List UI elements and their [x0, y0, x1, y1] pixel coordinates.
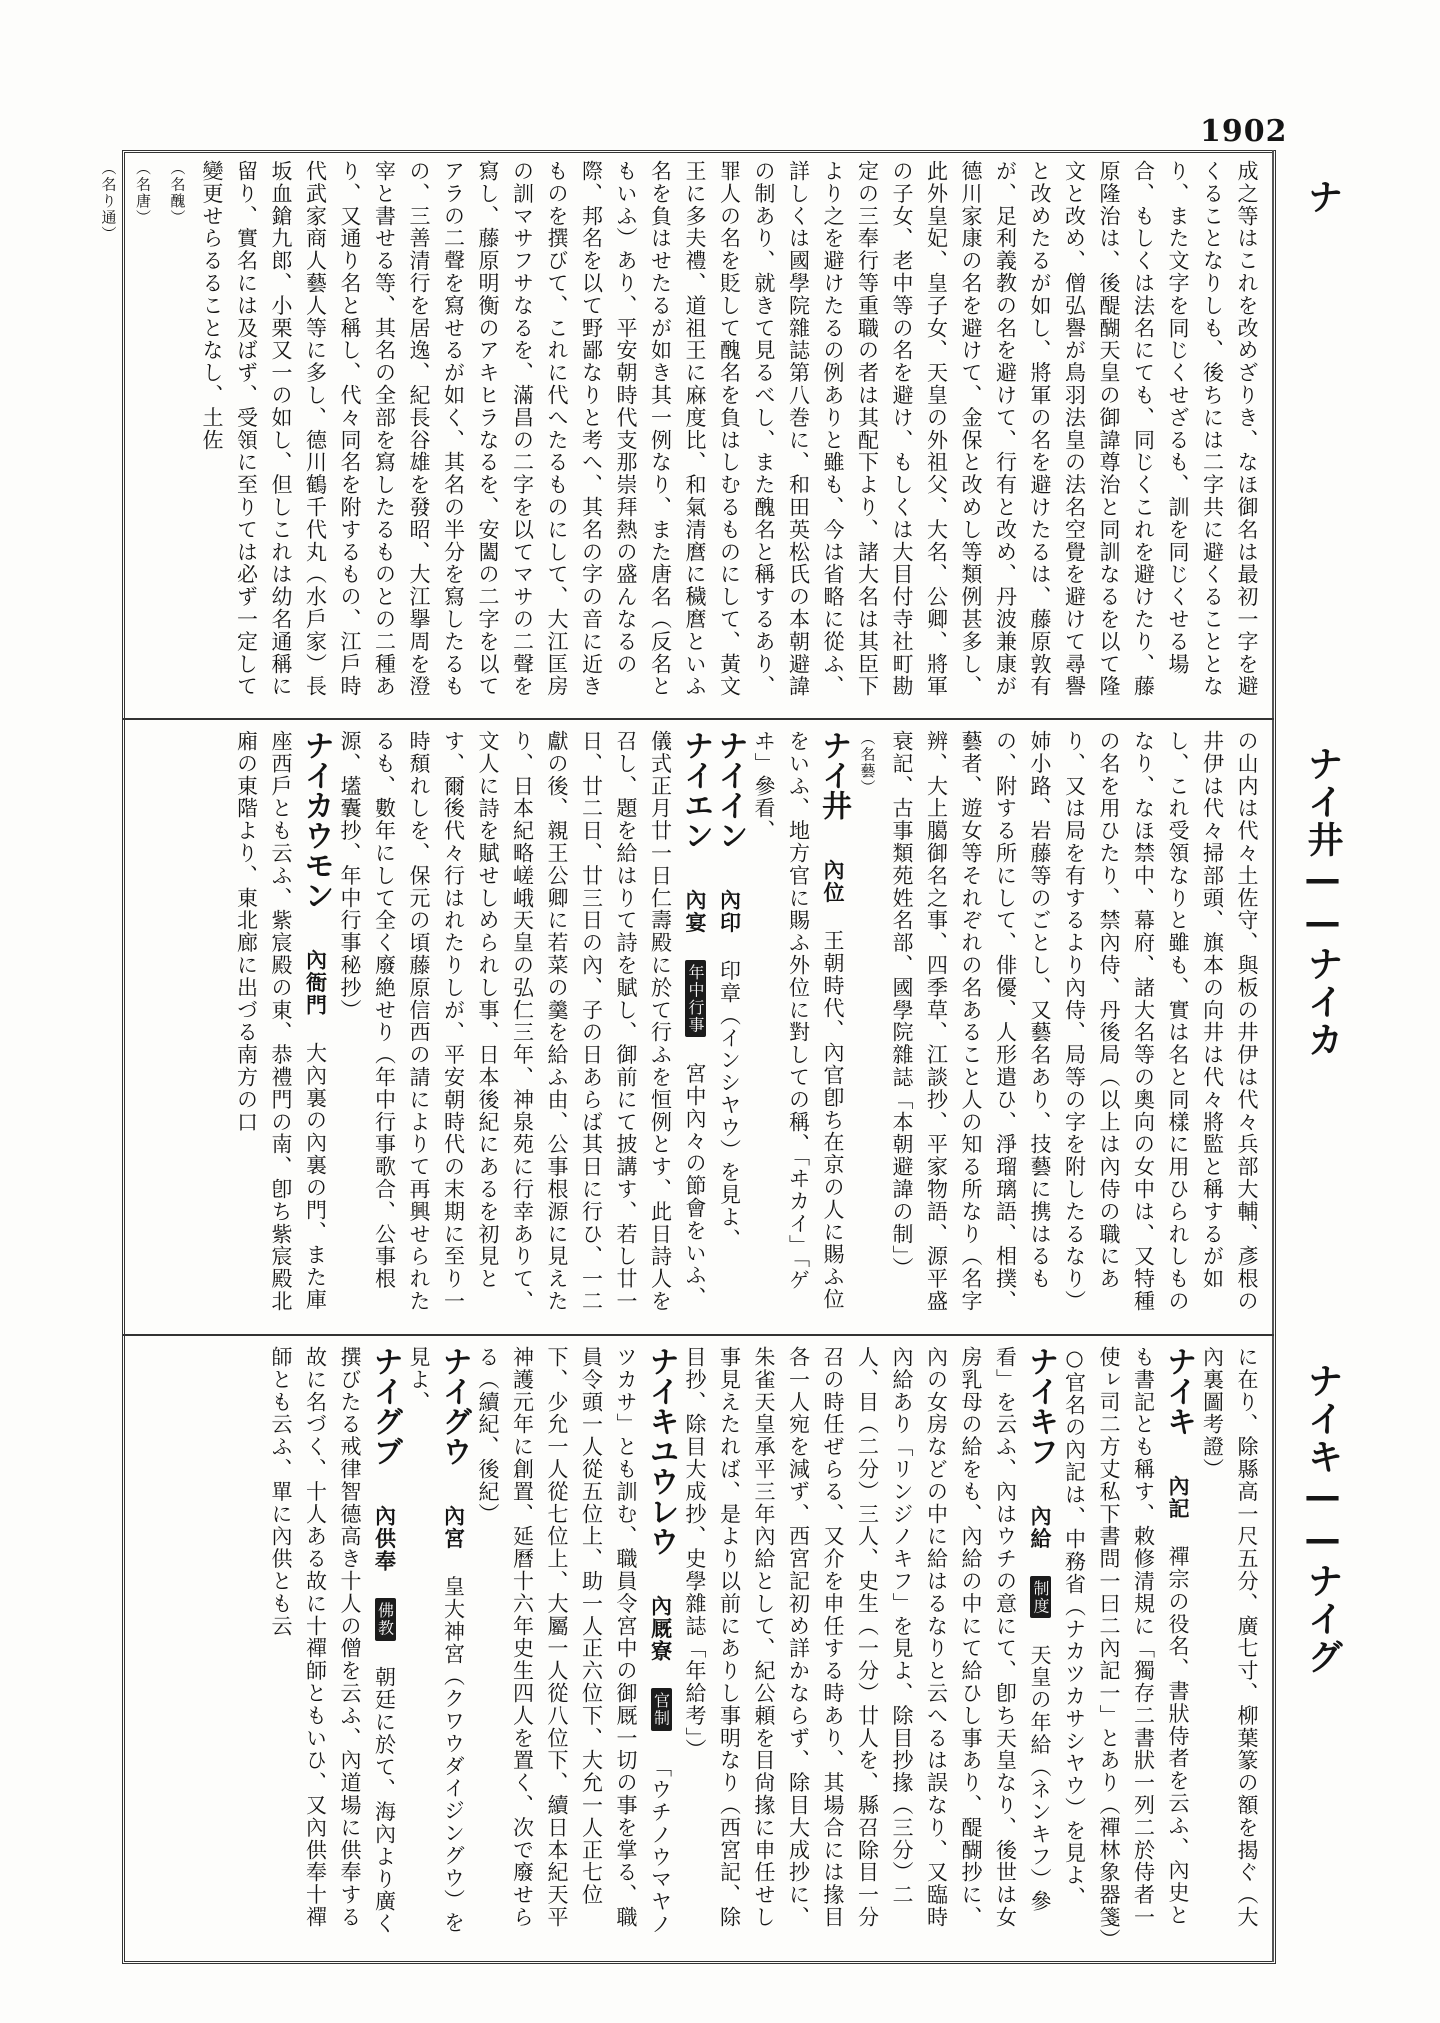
- entry-naiin: [712, 730, 747, 1324]
- tier1-note-2: （名唐）: [134, 160, 152, 226]
- entry-kanji: 內宮: [441, 1505, 467, 1551]
- entry-kanji: 內記: [1166, 1475, 1191, 1521]
- entry-body: 皇大神宮（クワウダイジングウ）を見よ、: [407, 1346, 466, 1935]
- tier2-lead: の山内は代々土佐守、與板の井伊は代々兵部大輔、彥根の井伊は代々掃部頭、旗本の向井は代々將監と稱するが如し、これ受領なりと雖も、實は名と同樣に用ひられしものなり、なほ禁中、幕府、諸大名等の奧向の女中は、又特種の名を用ひたり、禁內侍、丹後局（以上は內侍の職にあり、又は局を有するより內侍、局等の字を附したるなり）姉小路、岩藤等のごとし、又藝名あり、技藝に携はるもの、附する所にして、俳優、人形遣ひ、淨瑠璃語、相撲、藝者、遊女等それぞれの名あること人の知る所なり（名字辨、大上臈御名之事、四季草、江談抄、平家物語、源平盛衰記、古事類苑姓名部、國學院雜誌「本朝避諱の制」）: [890, 730, 1259, 1313]
- entry-naikifu: [678, 1346, 1058, 1946]
- entry-naien: [333, 730, 713, 1324]
- entry-body: 「ウチノウマヤノツカサ」とも訓む、職員令宮中の御厩一切の事を掌る、職員令頭一人從五位上、助一人正六位下、大允一人正七位下、少允一人從七位上、大屬一人從八位下、續日本紀天平神護元年に創置、延曆十六年史生四人を置く、次で廢せらる（續紀、後紀）: [476, 1346, 673, 1936]
- entry-headword: ナイキフ: [1023, 1346, 1058, 1466]
- margin-index-tier3: ナイキ——ナイグ: [1302, 1362, 1343, 1676]
- entry-headword: ナイイン: [712, 730, 748, 850]
- entry-kanji: 內位: [821, 859, 846, 905]
- entry-kanji: 內印: [717, 889, 743, 935]
- tier2-lead-note: （名藝）: [858, 730, 877, 796]
- entry-naiki: [1057, 1346, 1195, 1946]
- entry-naikiyuurau: [471, 1346, 678, 1946]
- entry-naii: [747, 730, 851, 1324]
- tier1-note-1: （名醜）: [168, 160, 187, 226]
- margin-index-tier2: ナイ井——ナイカ: [1302, 745, 1343, 1059]
- entry-headword: ナイ井: [816, 730, 851, 820]
- entry-body: 朝廷に於て、海內より廣く撰びたる戒律智德高き十人の僧を云ふ、內道場に供奉する故に名づく、十人ある故に十禪師ともいひ、又內供奉十禪師とも云ふ、單に內供とも云: [269, 1346, 397, 1936]
- entry-body: 印章（インシヤウ）を見よ、: [717, 959, 742, 1251]
- entry-headword: ナイカウモン: [298, 730, 334, 910]
- tier-divider-1: [122, 718, 1274, 720]
- tier-3: [132, 1346, 1264, 1946]
- entry-naiguu: [402, 1346, 471, 1946]
- tier-1: [99, 160, 1264, 708]
- entry-headword: ナイグブ: [367, 1346, 403, 1466]
- entry-kanji: 內衙門: [303, 949, 329, 1017]
- margin-rule: [1272, 150, 1274, 1962]
- entry-body: 禪宗の役名、書狀侍者を云ふ、內史とも書記とも稱す、敕修清規に「獨存二書狀一列二於侍者一使ㇾ司二方丈私下書問一曰二內記一」とあり（禪林象器箋）○官名の內記は、中務省（ナカツカサシヤウ）を見よ、: [1062, 1346, 1190, 1941]
- entry-body: 大內裏の內裏の門、また庫座西戶とも云ふ、紫宸殿の東、恭禮門の南、卽ち紫宸殿北廂の東階より、東北廊に出づる南方の口: [234, 730, 328, 1313]
- category-tag: 年中行事: [685, 960, 706, 1038]
- entry-naigubu: [264, 1346, 402, 1946]
- tier-divider-2: [122, 1334, 1274, 1336]
- entry-kanji: 內厩寮: [648, 1595, 674, 1663]
- entry-body: 宮中內々の節會をいふ、儀式正月廿一日仁壽殿に於て行ふを恒例とす、此日詩人を召し、題を給はりて詩を賦し、御前にて披講す、若し廿一日、廿二日、廿三日の內、子の日あらば其日に行ひ、一二獻の後、親王公卿に若菜の羹を給ふ由、公事根源に見えたり、日本紀略嵯峨天皇の弘仁三年、神泉苑に行幸ありて、文人に詩を賦せしめられし事、日本後紀にあるを初見とす、爾後代々行はれたりしが、平安朝時代の末期に至り一時頹れしを、保元の頃藤原信西の請によりて再興せられたるも、數年にして全く廢絶せり（年中行事歌合、公事根源、壒囊抄、年中行事秘抄）: [338, 730, 707, 1313]
- entry-kanji: 內給: [1028, 1505, 1053, 1551]
- category-tag: 制度: [1030, 1576, 1051, 1619]
- entry-headword: ナイキ: [1161, 1346, 1196, 1436]
- entry-headword: ナイエン: [678, 730, 713, 850]
- entry-body: 天皇の年給（ネンキフ）參看」を云ふ、內はウチの意にて、卽ち天皇なり、後世は女房乳母の給をも、內給の中にて給ひし事あり、醍醐抄に、內の女房などの中に給はるなりと云へるは誤なり、又臨時內給あり「リンジノキフ」を見よ、除目抄掾（三分）二人、目（二分）三人、史生（一分）廿人を、縣召除目一分召の時任ぜらる、又介を申任する時あり、其場合には掾目各一人宛を減ず、西宮記初め詳かならず、除目大成抄に、朱雀天皇承平三年內給として、紀公頼を目尙掾に申任せし事見えたれば、是より以前にありし事明なり（西宮記、除目抄、除目大成抄、史學雜誌「年給考」）: [683, 1346, 1052, 1929]
- category-tag: 官制: [651, 1688, 672, 1731]
- tier1-note-3: （名り通）: [99, 160, 118, 242]
- entry-headword: ナイキユウレウ: [643, 1346, 679, 1556]
- entry-naikaumon: [229, 730, 333, 1324]
- category-tag: 佛教: [375, 1598, 396, 1641]
- entry-headword: ナイグウ: [436, 1346, 472, 1466]
- tier-2: [132, 730, 1264, 1324]
- entry-kanji: 內供奉: [372, 1505, 398, 1573]
- entry-kanji: 內宴: [683, 889, 708, 935]
- tier1-paragraph: 成之等はこれを改めざりき、なほ御名は最初一字を避くることなりしも、後ちには二字共に避くることとなり、また文字を同じくせざるも、訓を同じくせる場合、もしくは法名にても、同じくこれを避けたり、藤原隆治は、後醍醐天皇の御諱尊治と同訓なるを以て隆文と改め、僧弘譽が鳥羽法皇の法名空覺を避けて尋譽と改めたるが如し、將軍の名を避けたるは、藤原敦有が、足利義教の名を避けて、行有と改め、丹波兼康が德川家康の名を避けて、金保と改めし等類例甚多し、此外皇妃、皇子女、天皇の外祖父、大名、公卿、將軍の子女、老中等の名を避け、もしくは大目付寺社町勘定の三奉行等重職の者は其配下より、諸大名は其臣下より之を避けたるの例ありと雖も、今は省略に從ふ、詳しくは國學院雜誌第八巻に、和田英松氏の本朝避諱の制あり、就きて見るべし、また醜名と稱するあり、罪人の名を貶して醜名を負はしむるものにして、黃文王に多夫禮、道祖王に麻度比、和氣清麿に穢麿といふ名を負はせたるが如き其一例なり、また唐名（反名ともいふ）あり、平安朝時代支那崇拜熱の盛んなるの際、邦名を以て野鄙なりと考へ、其名の字の音に近きものを撰びて、これに代へたるものにして、大江匡房の訓マサフサなるを、滿昌の二字を以てマサの二聲を寫し、藤原明衡のアキヒラなるを、安闔の二字を以てアラの二聲を寫せるが如く、其名の半分を寫したるもの、三善清行を居逸、紀長谷雄を發昭、大江擧周を澄宰と書せる等、其名の全部を寫したるものとの二種あり、又通り名と稱し、代々同名を附するもの、江戶時代武家商人藝人等に多し、德川鶴千代丸（水戶家）長坂血鎗九郎、小栗又一の如し、但しこれは幼名通稱に留り、實名には及ばず、受領に至りては必ず一定して變更せらるることなし、土佐: [200, 160, 1259, 698]
- entry-body: 王朝時代、內官卽ち在京の人に賜ふ位をいふ、地方官に賜ふ外位に對しての稱、「ヰカイ」「ゲヰ」參看、: [752, 730, 845, 1311]
- page-number: 1902: [1200, 114, 1288, 149]
- tier3-lead: に在り、除縣高一尺五分、廣七寸、柳葉篆の額を揭ぐ（大內裏圖考證）: [1200, 1346, 1259, 1929]
- margin-index-tier1: ナ: [1302, 178, 1343, 216]
